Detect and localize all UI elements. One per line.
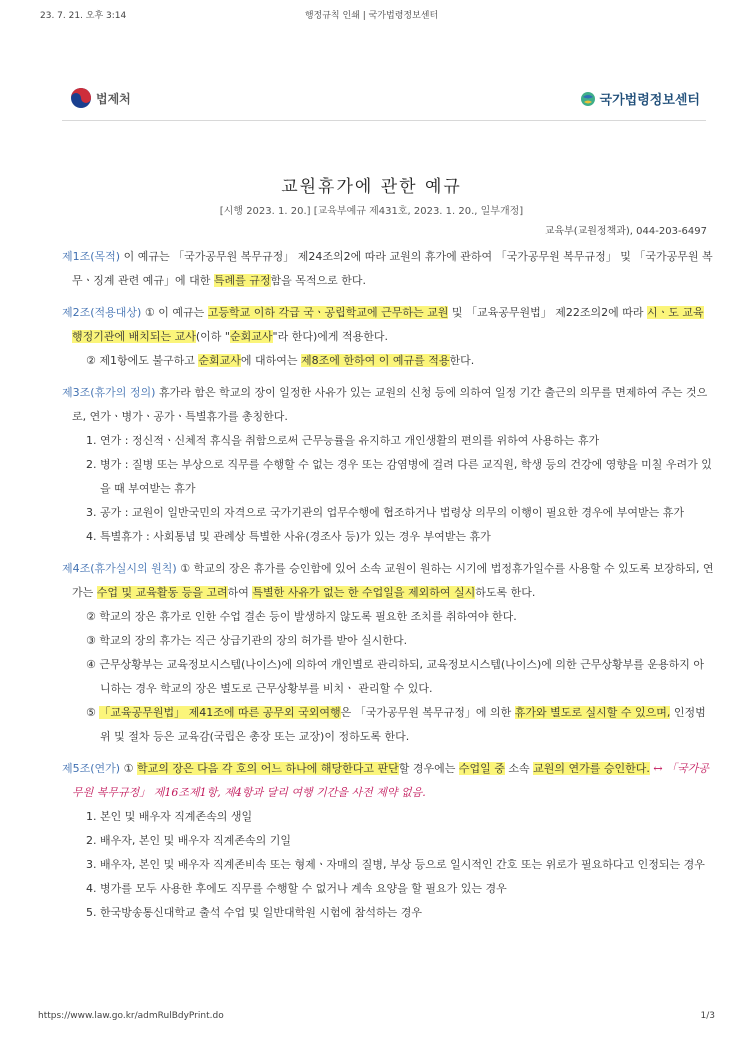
globe-icon — [580, 91, 596, 107]
highlight: 교원의 연가를 승인한다. — [533, 762, 650, 775]
article-text: "라 한다)에게 적용한다. — [272, 330, 388, 343]
list-item: 5. 한국방송통신대학교 출석 수업 및 일반대학원 시험에 참석하는 경우 — [86, 906, 422, 919]
highlight: 순회교사 — [198, 354, 241, 367]
article-3 — [62, 381, 714, 549]
document-meta: [시행 2023. 1. 20.] [교육부예규 제431호, 2023. 1. 20., 일부개정] — [219, 206, 524, 217]
article-text: ⑤ — [86, 706, 100, 719]
page-number: 1/3 — [700, 1011, 715, 1021]
article-heading: 제2조(적용대상) — [62, 306, 142, 319]
document-body — [62, 245, 714, 933]
article-text: 하도록 한다. — [475, 586, 536, 599]
taegeuk-icon — [70, 87, 92, 109]
article-text: 한다. — [449, 354, 475, 367]
article-text: 은 「국가공무원 복무규정」에 의한 — [340, 706, 515, 719]
handwritten-note: ↔ 「국가공무원 복무규정」 제16조제1항, 제4항과 달리 여행 기간을 사전 제약 없음. — [72, 762, 709, 799]
list-item: 4. 병가를 모두 사용한 후에도 직무를 수행할 수 없거나 계속 요양을 할 필요가 있는 경우 — [86, 882, 507, 895]
document-department: 교육부(교원정책과), 044-203-6497 — [544, 226, 707, 237]
article-2 — [62, 301, 714, 373]
list-item: 1. 연가 : 정신적ㆍ신체적 휴식을 취함으로써 근무능률을 유지하고 개인생활의 편의를 위하여 사용하는 휴가 — [86, 434, 600, 447]
document-title: 교원휴가에 관한 예규 — [281, 177, 462, 197]
law-center-logo-text: 국가법령정보센터 — [599, 93, 700, 108]
paragraph: ④ 근무상황부는 교육정보시스템(나이스)에 의하여 개인별로 관리하되, 교육정보시스템(나이스)에 의한 근무상황부를 운용하지 아니하는 경우 학교의 장은 별도로 근무상황부를 비치ㆍ 관리할 수 있다. — [86, 658, 705, 695]
highlight: 특별한 사유가 없는 한 수업일을 제외하여 실시 — [252, 586, 476, 599]
article-text: 휴가라 함은 학교의 장이 일정한 사유가 있는 교원의 신청 등에 의하여 일정 기간 출근의 의무를 면제하여 주는 것으로, 연가ㆍ병가ㆍ공가ㆍ특별휴가를 총칭한다. — [72, 386, 708, 423]
paragraph: ③ 학교의 장의 휴가는 직근 상급기관의 장의 허가를 받아 실시한다. — [86, 634, 408, 647]
article-text: 및 「교육공무원법」 제22조의2에 따라 — [448, 306, 647, 319]
print-page-title: 행정규칙 인쇄 | 국가법령정보센터 — [304, 11, 439, 21]
highlight: 순회교사 — [230, 330, 273, 343]
article-text: 하여 — [227, 586, 253, 599]
highlight: 수업일 중 — [458, 762, 505, 775]
print-footer — [0, 1011, 743, 1027]
article-heading: 제5조(연가) — [62, 762, 121, 775]
list-item: 3. 배우자, 본인 및 배우자 직계존비속 또는 형제ㆍ자매의 질병, 부상 등으로 일시적인 간호 또는 위로가 필요하다고 인정되는 경우 — [86, 858, 705, 871]
article-text: 소속 — [504, 762, 534, 775]
paragraph: ② 학교의 장은 휴가로 인한 수업 결손 등이 발생하지 않도록 필요한 조치를 취하여야 한다. — [86, 610, 517, 623]
article-text: ① 이 예규는 — [141, 306, 208, 319]
highlight: 제8조에 한하여 이 예규를 적용 — [301, 354, 450, 367]
article-text: 이 예규는 「국가공무원 복무규정」 제24조의2에 따라 교원의 휴가에 관하여 「국가공무원 복무규정」 및 「국가공무원 복무ㆍ징계 관련 예규」에 대한 — [72, 250, 713, 287]
article-text: 함을 목적으로 한다. — [270, 274, 367, 287]
list-item: 4. 특별휴가 : 사회통념 및 관례상 특별한 사유(경조사 등)가 있는 경우 부여받는 휴가 — [86, 530, 491, 543]
law-center-logo — [580, 89, 700, 108]
article-text: 인정범위 및 절차 등은 교육감(국립은 총장 또는 교장)이 정하도록 한다. — [100, 706, 706, 743]
highlight: 특례를 규정 — [213, 274, 271, 287]
article-text: ① 학교의 장은 휴가를 승인함에 있어 소속 교원이 원하는 시기에 법정휴가일수를 사용할 수 있도록 보장하되, 연가는 — [72, 562, 714, 599]
highlight: 휴가와 별도로 실시할 수 있으며, — [514, 706, 671, 719]
article-text: 에 대하여는 — [240, 354, 301, 367]
article-text: ② 제1항에도 불구하고 — [86, 354, 199, 367]
article-text: 할 경우에는 — [398, 762, 459, 775]
article-heading: 제3조(휴가의 정의) — [62, 386, 156, 399]
print-url: https://www.law.go.kr/admRulBdyPrint.do — [38, 1011, 224, 1021]
article-heading: 제4조(휴가실시의 원칙) — [62, 562, 177, 575]
highlight: 수업 및 교육활동 등을 고려 — [96, 586, 228, 599]
article-1 — [62, 245, 714, 293]
article-4 — [62, 557, 714, 749]
highlight: 「교육공무원법」 제41조에 따른 공무외 국외여행 — [99, 706, 341, 719]
article-5 — [62, 757, 714, 925]
print-timestamp: 23. 7. 21. 오후 3:14 — [40, 11, 127, 21]
list-item: 1. 본인 및 배우자 직계존속의 생일 — [86, 810, 253, 823]
highlight: 고등학교 이하 각급 국ㆍ공립학교에 근무하는 교원 — [207, 306, 449, 319]
highlight: 학교의 장은 다음 각 호의 어느 하나에 해당한다고 판단 — [136, 762, 399, 775]
article-text: (이하 " — [195, 330, 230, 343]
highlight: 시ㆍ도 교육행정기관에 배치되는 교사 — [72, 306, 704, 343]
list-item: 2. 병가 : 질병 또는 부상으로 직무를 수행할 수 없는 경우 또는 감염병에 걸려 다른 교직원, 학생 등의 건강에 영향을 미칠 우려가 있을 때 부여받는 휴가 — [86, 458, 712, 495]
article-heading: 제1조(목적) — [62, 250, 121, 263]
article-text: ① — [120, 762, 137, 775]
logo-bar — [62, 80, 706, 121]
moleg-logo-text: 법제처 — [96, 91, 131, 106]
moleg-logo — [70, 87, 131, 109]
print-header — [0, 8, 743, 24]
list-item: 3. 공가 : 교원이 일반국민의 자격으로 국가기관의 업무수행에 협조하거나 법령상 의무의 이행이 필요한 경우에 부여받는 휴가 — [86, 506, 684, 519]
list-item: 2. 배우자, 본인 및 배우자 직계존속의 기일 — [86, 834, 291, 847]
